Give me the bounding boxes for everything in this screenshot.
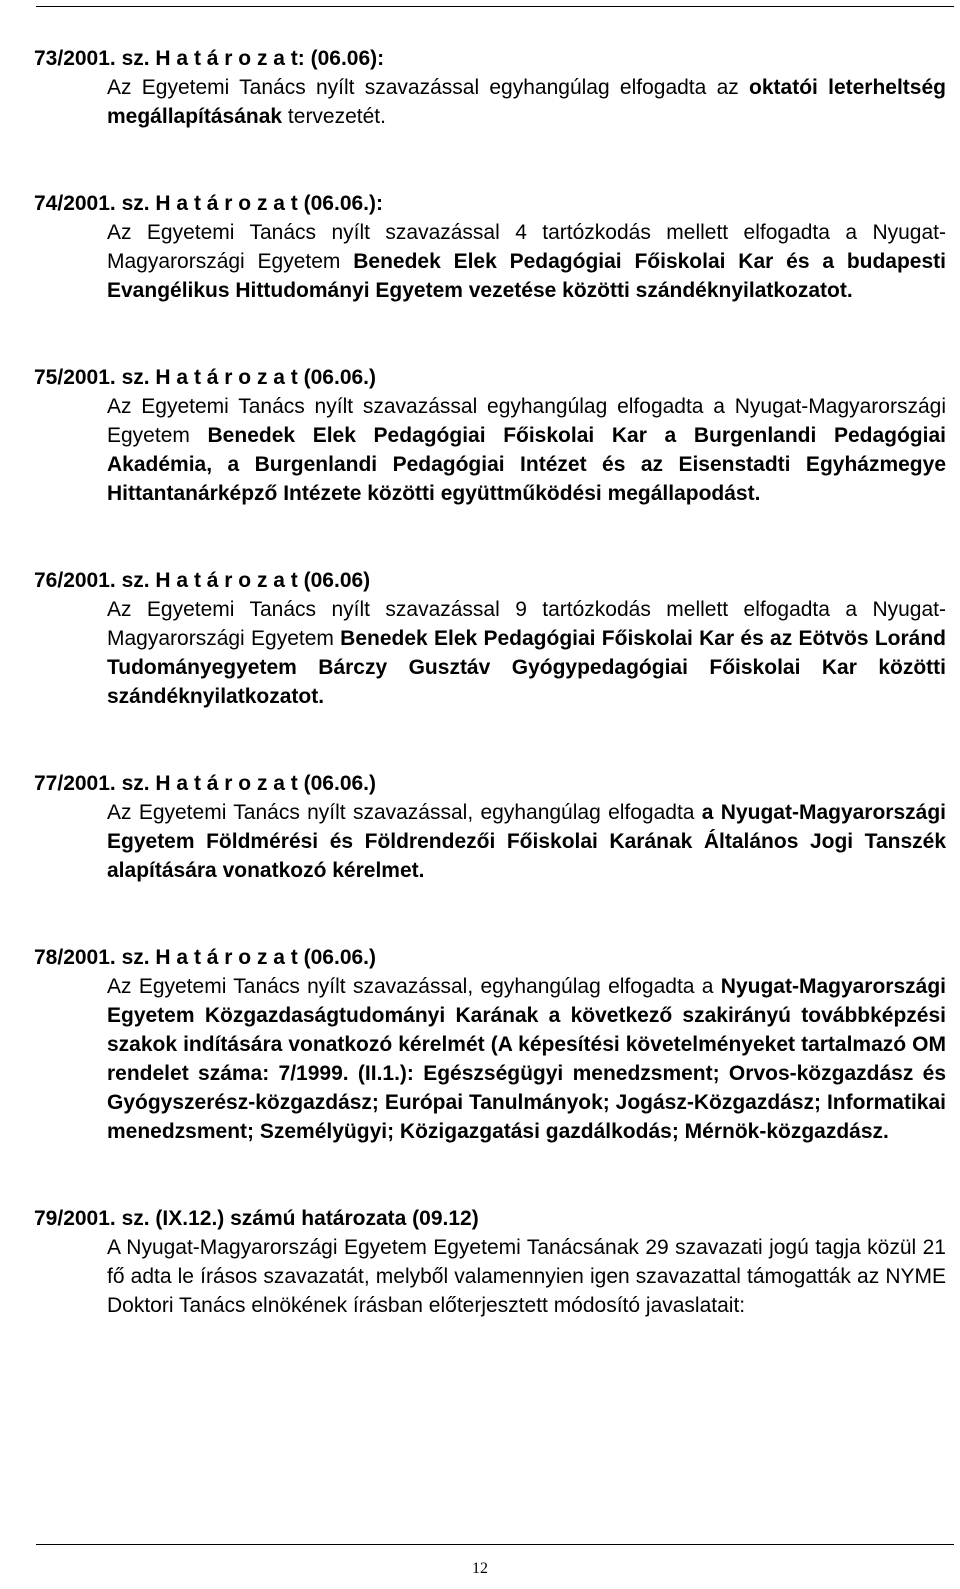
resolution-text-bold: oktatói leterheltség megállapításának bbox=[107, 76, 946, 128]
resolution-header: 75/2001. sz. H a t á r o z a t (06.06.) bbox=[34, 366, 376, 389]
resolution-text-regular: Az Egyetemi Tanács nyílt szavazással 4 tartózkodás mellett elfogadta a Nyugat-Magyarországi Egyetem bbox=[107, 221, 946, 273]
resolution-block bbox=[34, 943, 946, 1146]
footer-rule bbox=[36, 1544, 954, 1545]
resolution-block bbox=[34, 44, 946, 131]
resolution-text bbox=[107, 218, 946, 305]
resolution-header: 74/2001. sz. H a t á r o z a t (06.06.): bbox=[34, 192, 383, 215]
resolution-text-regular: Az Egyetemi Tanács nyílt szavazással 9 tartózkodás mellett elfogadta a Nyugat-Magyarországi Egyetem bbox=[107, 598, 946, 650]
resolution-text-regular: Az Egyetemi Tanács nyílt szavazással, egyhangúlag elfogadta bbox=[107, 801, 702, 824]
resolution-header: 76/2001. sz. H a t á r o z a t (06.06) bbox=[34, 569, 371, 592]
resolution-header: 79/2001. sz. (IX.12.) számú határozata (09.12) bbox=[34, 1207, 479, 1230]
resolution-text-bold: Benedek Elek Pedagógiai Főiskolai Kar és a budapesti Evangélikus Hittudományi Egyetem vezetése közötti szándéknyilatkozatot. bbox=[107, 250, 946, 302]
resolution-text bbox=[107, 595, 946, 711]
page-number: 12 bbox=[472, 1560, 488, 1577]
resolution-text-bold: Nyugat-Magyarországi Egyetem Közgazdaságtudományi Karának a következő szakirányú továbbképzési szakok indítására vonatkozó kérelmét (A képesítési követelményeket tartalmazó OM rendelet száma: 7/1999. (II.1.): Egészségügyi menedzsment; Orvos-közgazdász és Gyógyszerész-közgazdász; Európai Tanulmányok; Jogász-Közgazdász; Informatikai menedzsment; Személyügyi; Közigazgatási gazdálkodás; Mérnök-közgazdász. bbox=[107, 975, 946, 1143]
resolution-text bbox=[107, 1233, 946, 1320]
resolution-block bbox=[34, 1204, 946, 1320]
resolution-block bbox=[34, 363, 946, 508]
resolution-header: 77/2001. sz. H a t á r o z a t (06.06.) bbox=[34, 772, 376, 795]
resolution-text bbox=[107, 392, 946, 508]
document-body bbox=[34, 44, 946, 1378]
resolution-text-regular: Az Egyetemi Tanács nyílt szavazással egyhangúlag elfogadta az bbox=[107, 76, 750, 99]
resolution-text bbox=[107, 798, 946, 885]
resolution-block bbox=[34, 189, 946, 305]
resolution-text-regular: tervezetét. bbox=[282, 105, 386, 128]
resolution-text bbox=[107, 972, 946, 1146]
resolution-text-bold: Benedek Elek Pedagógiai Főiskolai Kar a Burgenlandi Pedagógiai Akadémia, a Burgenlandi Pedagógiai Intézet és az Eisenstadti Egyházmegye Hittantanárképző Intézete közötti együttműködési megállapodást. bbox=[107, 424, 946, 505]
resolution-header: 78/2001. sz. H a t á r o z a t (06.06.) bbox=[34, 946, 376, 969]
top-rule bbox=[36, 6, 954, 7]
resolution-header: 73/2001. sz. H a t á r o z a t: (06.06): bbox=[34, 47, 385, 70]
resolution-text-regular: Az Egyetemi Tanács nyílt szavazással egyhangúlag elfogadta a Nyugat-Magyarországi Egyetem bbox=[107, 395, 946, 447]
resolution-text-bold: Benedek Elek Pedagógiai Főiskolai Kar és az Eötvös Loránd Tudományegyetem Bárczy Gusztáv Gyógypedagógiai Főiskolai Kar közötti szándéknyilatkozatot. bbox=[107, 627, 946, 708]
resolution-block bbox=[34, 769, 946, 885]
resolution-block bbox=[34, 566, 946, 711]
resolution-text-regular: Az Egyetemi Tanács nyílt szavazással, egyhangúlag elfogadta a bbox=[107, 975, 721, 998]
resolution-text-bold: a Nyugat-Magyarországi Egyetem Földmérési és Földrendezői Főiskolai Karának Általános Jogi Tanszék alapítására vonatkozó kérelmet. bbox=[107, 801, 947, 882]
resolution-text bbox=[107, 73, 946, 131]
resolution-text-regular: A Nyugat-Magyarországi Egyetem Egyetemi Tanácsának 29 szavazati jogú tagja közül 21 fő adta le írásos szavazatát, melyből valamennyien igen szavazattal támogatták az NYME Doktori Tanács elnökének írásban előterjesztett módosító javaslatait: bbox=[107, 1236, 946, 1317]
